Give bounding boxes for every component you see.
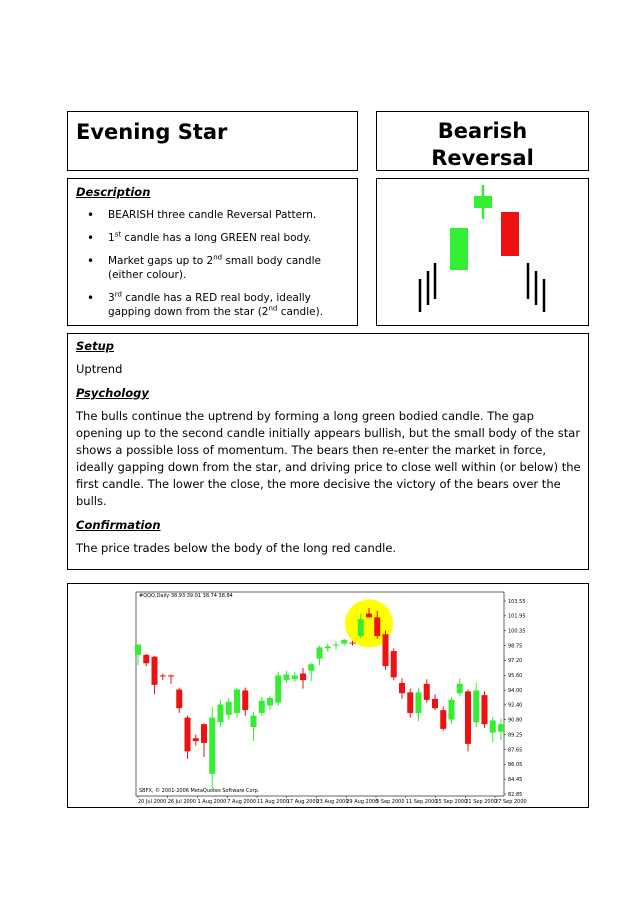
pattern-type-line2: Reversal	[431, 146, 534, 170]
candle-body	[267, 698, 273, 705]
details-box	[67, 333, 589, 570]
pattern-type-box	[376, 111, 589, 171]
description-bullet	[68, 254, 353, 282]
candle-body	[234, 690, 240, 713]
candle-body	[300, 674, 306, 681]
y-tick-label: 82.85	[508, 791, 523, 798]
chart-header: #QQQ,Daily 38.93 39.01 38.74 38.84	[139, 593, 233, 599]
description-list	[68, 208, 353, 328]
candle-body	[209, 718, 215, 774]
y-tick-label: 89.25	[508, 732, 523, 739]
description-bullet	[68, 291, 353, 319]
description-bullet	[68, 208, 353, 222]
bullet-text: Market gaps up to 2	[108, 255, 214, 267]
candle-body	[350, 643, 356, 644]
pattern-type-line1: Bearish	[437, 119, 528, 143]
y-tick-label: 101.95	[508, 613, 526, 620]
x-tick-label: 7 Aug 2000	[227, 799, 257, 805]
y-tick-label: 103.55	[508, 598, 526, 605]
third-red-candle	[501, 212, 519, 256]
candle-body	[490, 720, 496, 732]
x-tick-label: 5 Sep 2000	[376, 799, 405, 805]
y-tick-label: 92.40	[508, 702, 523, 709]
x-tick-label: 21 Sep 2000	[465, 799, 497, 805]
candle-body	[341, 640, 347, 644]
description-heading: Description	[76, 185, 151, 199]
y-tick-label: 84.45	[508, 776, 523, 783]
y-tick-label: 87.65	[508, 747, 523, 754]
candle-body	[168, 675, 174, 676]
x-tick-label: 23 Aug 2000	[316, 799, 349, 805]
evening-star-illustration	[377, 179, 588, 325]
x-tick-label: 17 Aug 2000	[286, 799, 319, 805]
first-green-candle	[450, 228, 468, 270]
candle-body	[259, 701, 265, 713]
ordinal-suffix: nd	[268, 304, 278, 313]
chart-footer: SBFX, © 2001-2006 MetaQuotes Software Corp.	[139, 788, 260, 794]
candle-body	[391, 651, 397, 677]
y-tick-label: 95.60	[508, 673, 523, 680]
x-tick-label: 11 Aug 2000	[257, 799, 290, 805]
candle-body	[358, 619, 364, 636]
psychology-text: The bulls continue the uptrend by forming a long green bodied candle. The gap opening up to the second candle initially appears bullish, but the small body of the star shows a possible loss of momentum. The bears then re-enter the market in force, ideally gapping down from the star, and driving price to close well within (or below) the first candle. The lower the close, the more decisive the victory of the bears over the bulls.	[76, 409, 581, 508]
candle-body	[176, 690, 182, 709]
chart-plot-area	[136, 592, 504, 796]
candle-body	[325, 646, 331, 648]
x-tick-label: 29 Aug 2000	[346, 799, 379, 805]
description-box	[67, 178, 358, 326]
candle-body	[449, 700, 455, 720]
x-tick-label: 11 Sep 2000	[405, 799, 438, 805]
candle-body	[160, 675, 166, 676]
candle-body	[275, 675, 281, 702]
price-chart	[68, 584, 588, 807]
x-tick-label: 1 Aug 2000	[197, 799, 227, 805]
x-tick-label: 27 Sep 2000	[495, 799, 527, 805]
description-bullet	[68, 231, 353, 245]
candle-body	[465, 691, 471, 743]
bullet-text: candle has a RED real body, ideally gapping down from the star (2	[108, 292, 311, 318]
candle-body	[308, 664, 314, 671]
candle-body	[242, 690, 248, 710]
y-tick-label: 98.75	[508, 643, 523, 650]
candle-body	[218, 704, 224, 722]
pattern-illustration-box	[376, 178, 589, 326]
bullet-text: candle).	[277, 306, 324, 318]
x-tick-label: 15 Sep 2000	[435, 799, 468, 805]
bullet-text: 1	[108, 232, 115, 244]
candle-body	[135, 645, 141, 655]
y-tick-label: 90.80	[508, 717, 523, 724]
confirmation-heading: Confirmation	[76, 518, 161, 532]
candle-body	[399, 683, 405, 693]
setup-heading: Setup	[76, 339, 114, 353]
candle-body	[424, 684, 430, 700]
candle-body	[473, 690, 479, 722]
candle-body	[317, 647, 323, 658]
confirmation-text: The price trades below the body of the long red candle.	[76, 541, 397, 555]
candle-body	[407, 692, 413, 713]
x-tick-label: 26 Jul 2000	[167, 799, 197, 805]
ordinal-suffix: st	[114, 230, 122, 239]
candle-body	[152, 657, 158, 685]
candle-body	[143, 655, 149, 663]
candle-body	[383, 634, 389, 666]
chart-box	[67, 583, 589, 808]
candle-body	[251, 716, 257, 727]
candle-body	[457, 684, 463, 693]
candle-body	[440, 710, 446, 729]
candle-body	[193, 738, 199, 741]
ordinal-suffix: nd	[213, 253, 223, 262]
bullet-text: BEARISH three candle Reversal Pattern.	[108, 209, 317, 221]
psychology-heading: Psychology	[76, 386, 149, 400]
x-tick-label: 20 Jul 2000	[138, 799, 167, 805]
candle-body	[333, 645, 339, 646]
pattern-type	[377, 118, 588, 172]
candle-body	[226, 702, 232, 715]
pattern-name: Evening Star	[76, 120, 228, 144]
candle-body	[201, 724, 207, 743]
candle-body	[432, 699, 438, 708]
bullet-text: candle has a long GREEN real body.	[121, 232, 312, 244]
title-box	[67, 111, 358, 171]
setup-text: Uptrend	[76, 362, 123, 376]
y-tick-label: 97.20	[508, 658, 523, 665]
candle-body	[482, 695, 488, 724]
bullet-text: 3	[108, 292, 115, 304]
candle-body	[498, 724, 504, 731]
y-tick-label: 94.00	[508, 687, 523, 694]
y-tick-label: 86.05	[508, 762, 523, 769]
ordinal-suffix: rd	[114, 290, 122, 299]
y-tick-label: 100.35	[508, 628, 526, 635]
candle-body	[292, 675, 298, 679]
candle-body	[185, 718, 191, 752]
candle-body	[374, 617, 380, 636]
star-candle	[474, 196, 492, 208]
bullet-text: small body candle (either colour).	[108, 255, 321, 281]
candle-body	[416, 692, 422, 713]
candle-body	[366, 614, 372, 618]
candle-body	[284, 675, 290, 681]
